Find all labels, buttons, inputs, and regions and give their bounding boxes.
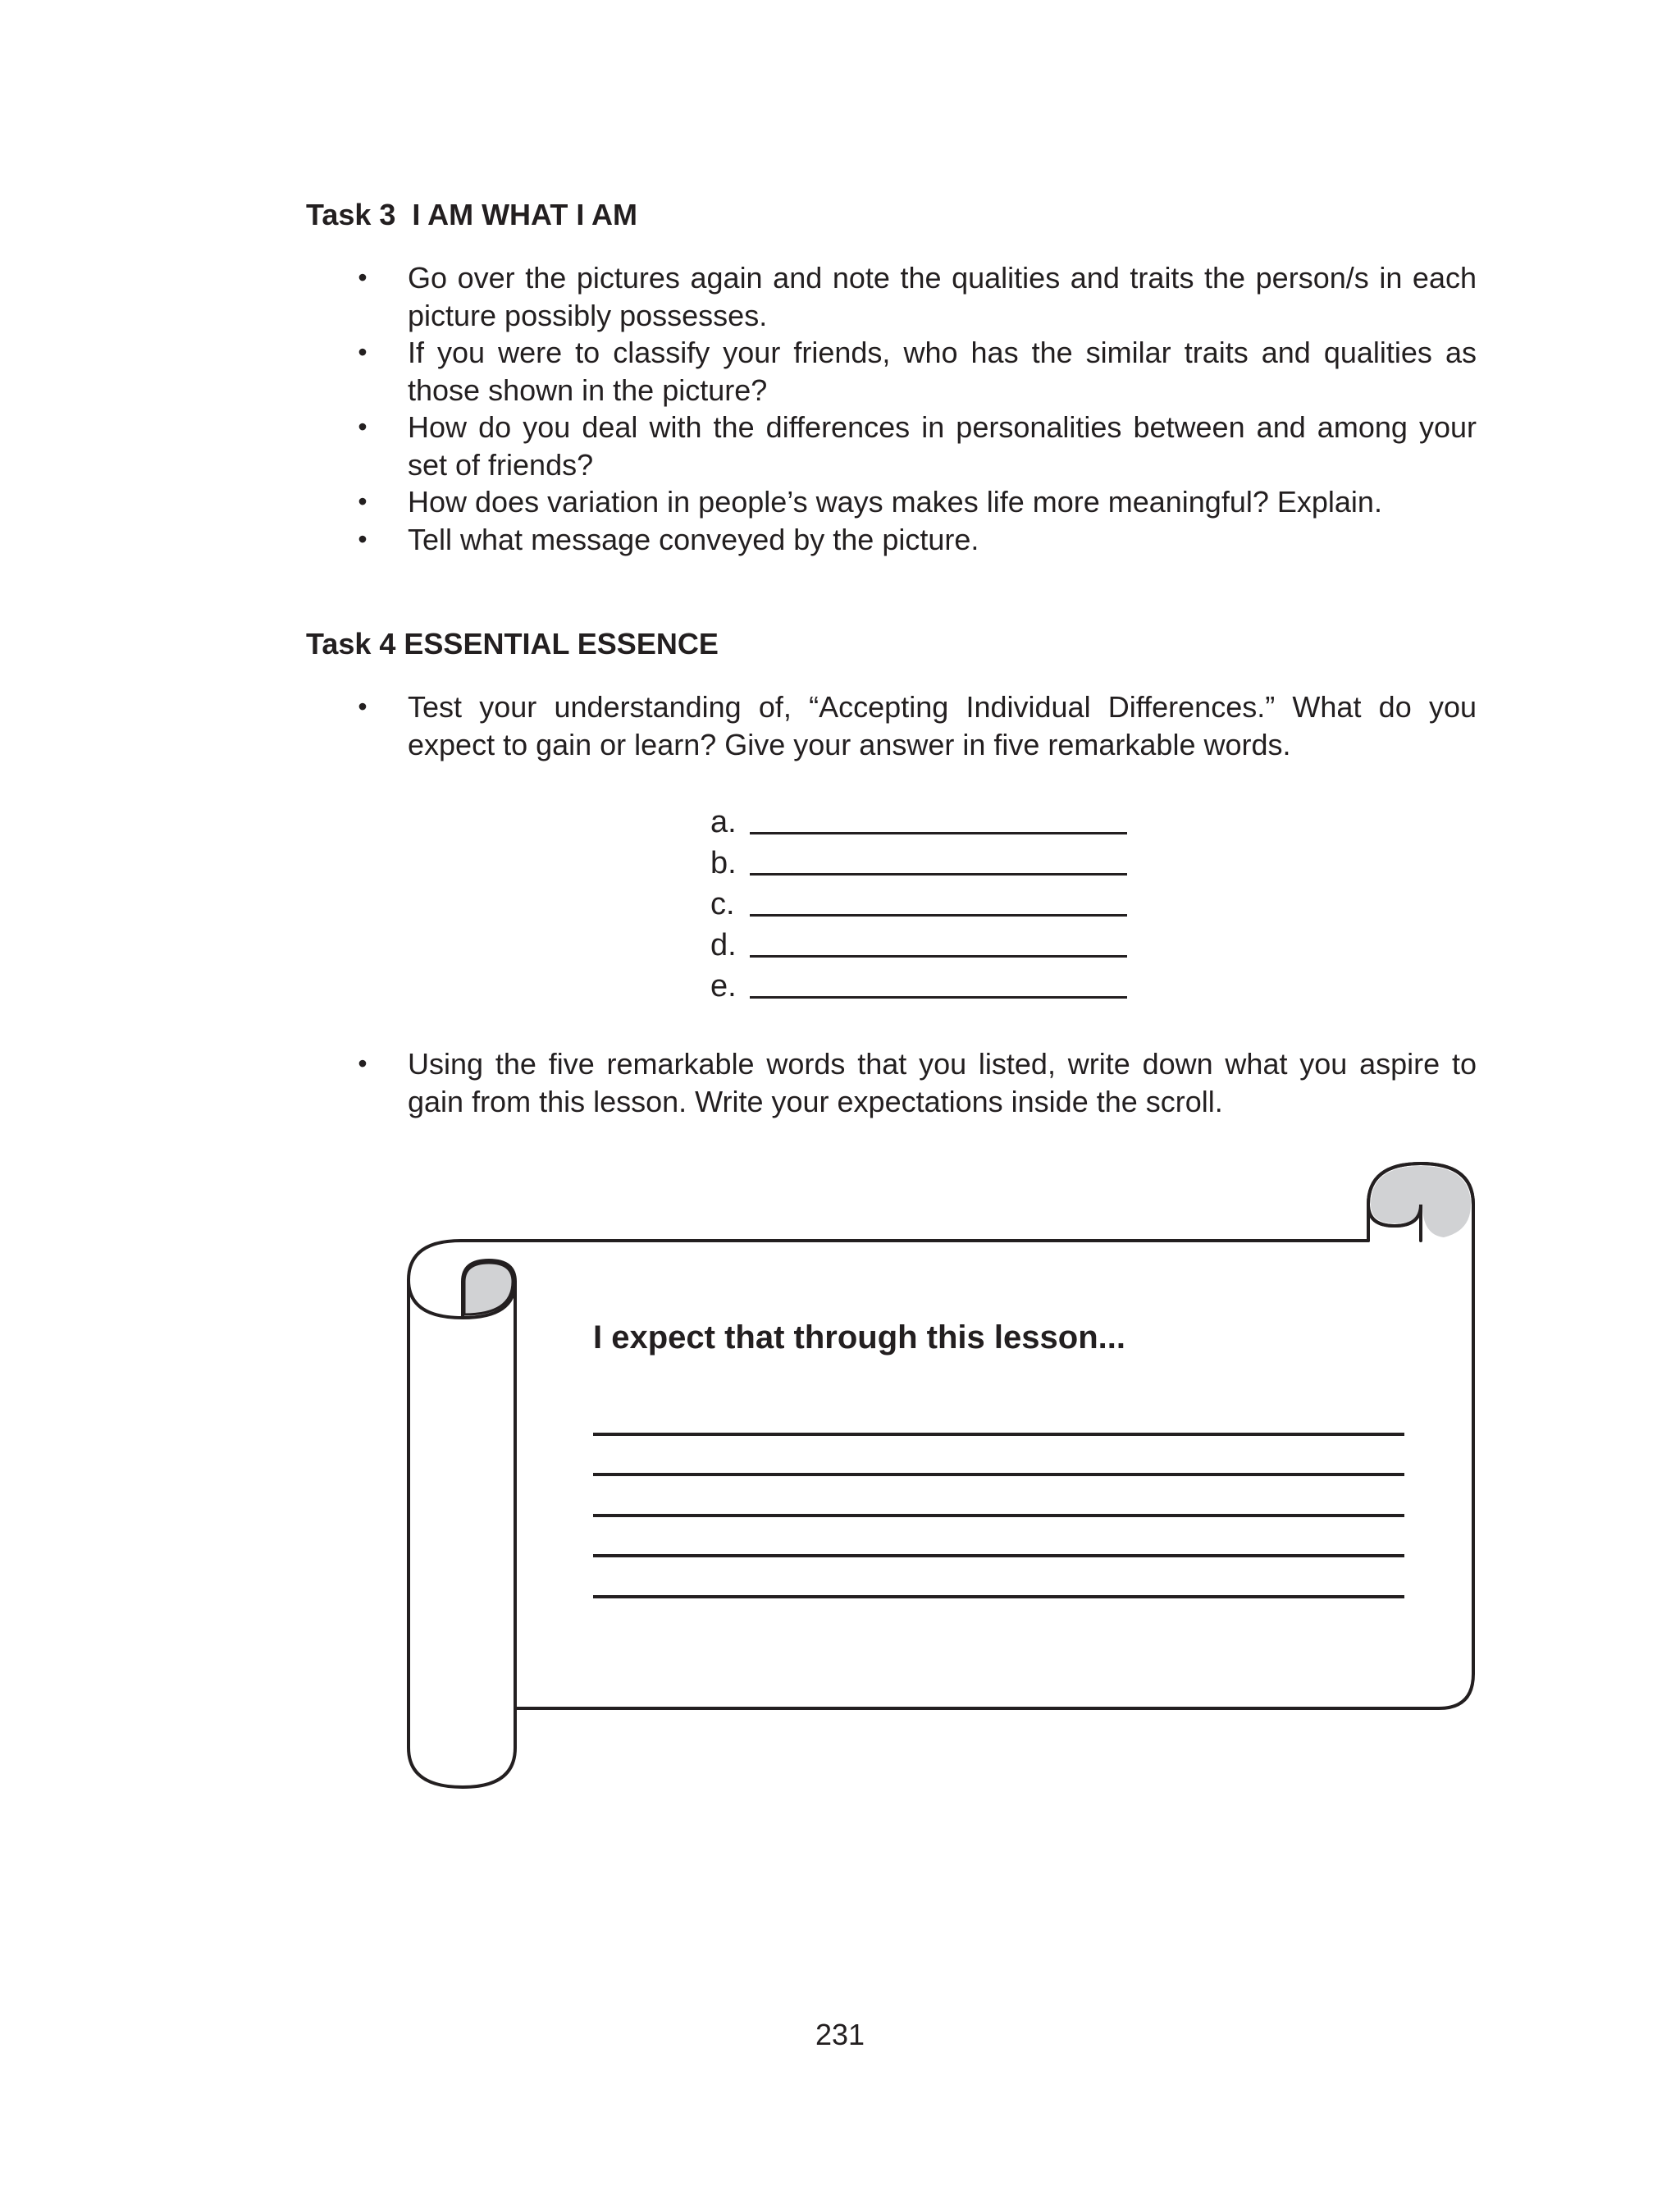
bullet-icon: •	[358, 337, 368, 367]
page-number: 231	[815, 2018, 865, 2051]
scroll-heading: I expect that through this lesson...	[593, 1319, 1125, 1356]
task3-bullet-text: If you were to classify your friends, who has the similar traits and qualities as those shown in the picture?	[408, 336, 1477, 407]
task4-heading: Task 4 ESSENTIAL ESSENCE	[306, 627, 719, 661]
bullet-icon: •	[358, 487, 368, 516]
task4-bullet-text: Test your understanding of, “Accepting Individual Differences.” What do you expect to gain or learn? Give your answer in five remarkable words.	[408, 690, 1477, 761]
scroll-sheet	[461, 1205, 1473, 1708]
bullet-icon: •	[358, 263, 368, 292]
scroll-left-roll	[409, 1280, 515, 1787]
task4-bullet-text: Using the five remarkable words that you listed, write down what you aspire to gain from this lesson. Write your expectations inside the scroll.	[408, 1047, 1477, 1118]
answer-letter: d.	[710, 928, 737, 962]
bullet-icon: •	[358, 1049, 368, 1078]
task3-bullet-text: How do you deal with the differences in personalities between and among your set of friends?	[408, 410, 1477, 482]
task3-bullet-text: How does variation in people’s ways makes life more meaningful? Explain.	[408, 485, 1382, 519]
task3-bullet-text: Tell what message conveyed by the picture.	[408, 522, 979, 556]
answer-letter: e.	[710, 969, 737, 1004]
bullet-icon: •	[358, 692, 368, 721]
answer-letter: a.	[710, 805, 737, 839]
bullet-icon: •	[358, 412, 368, 441]
scroll-top-edge	[409, 1241, 461, 1280]
answer-letter: b.	[710, 846, 737, 880]
answer-letter: c.	[710, 887, 735, 921]
bullet-icon: •	[358, 523, 368, 554]
task3-heading: Task 3 I AM WHAT I AM	[306, 198, 638, 231]
task3-bullet-text: Go over the pictures again and note the qualities and traits the person/s in each picture possibly possesses.	[408, 261, 1477, 332]
